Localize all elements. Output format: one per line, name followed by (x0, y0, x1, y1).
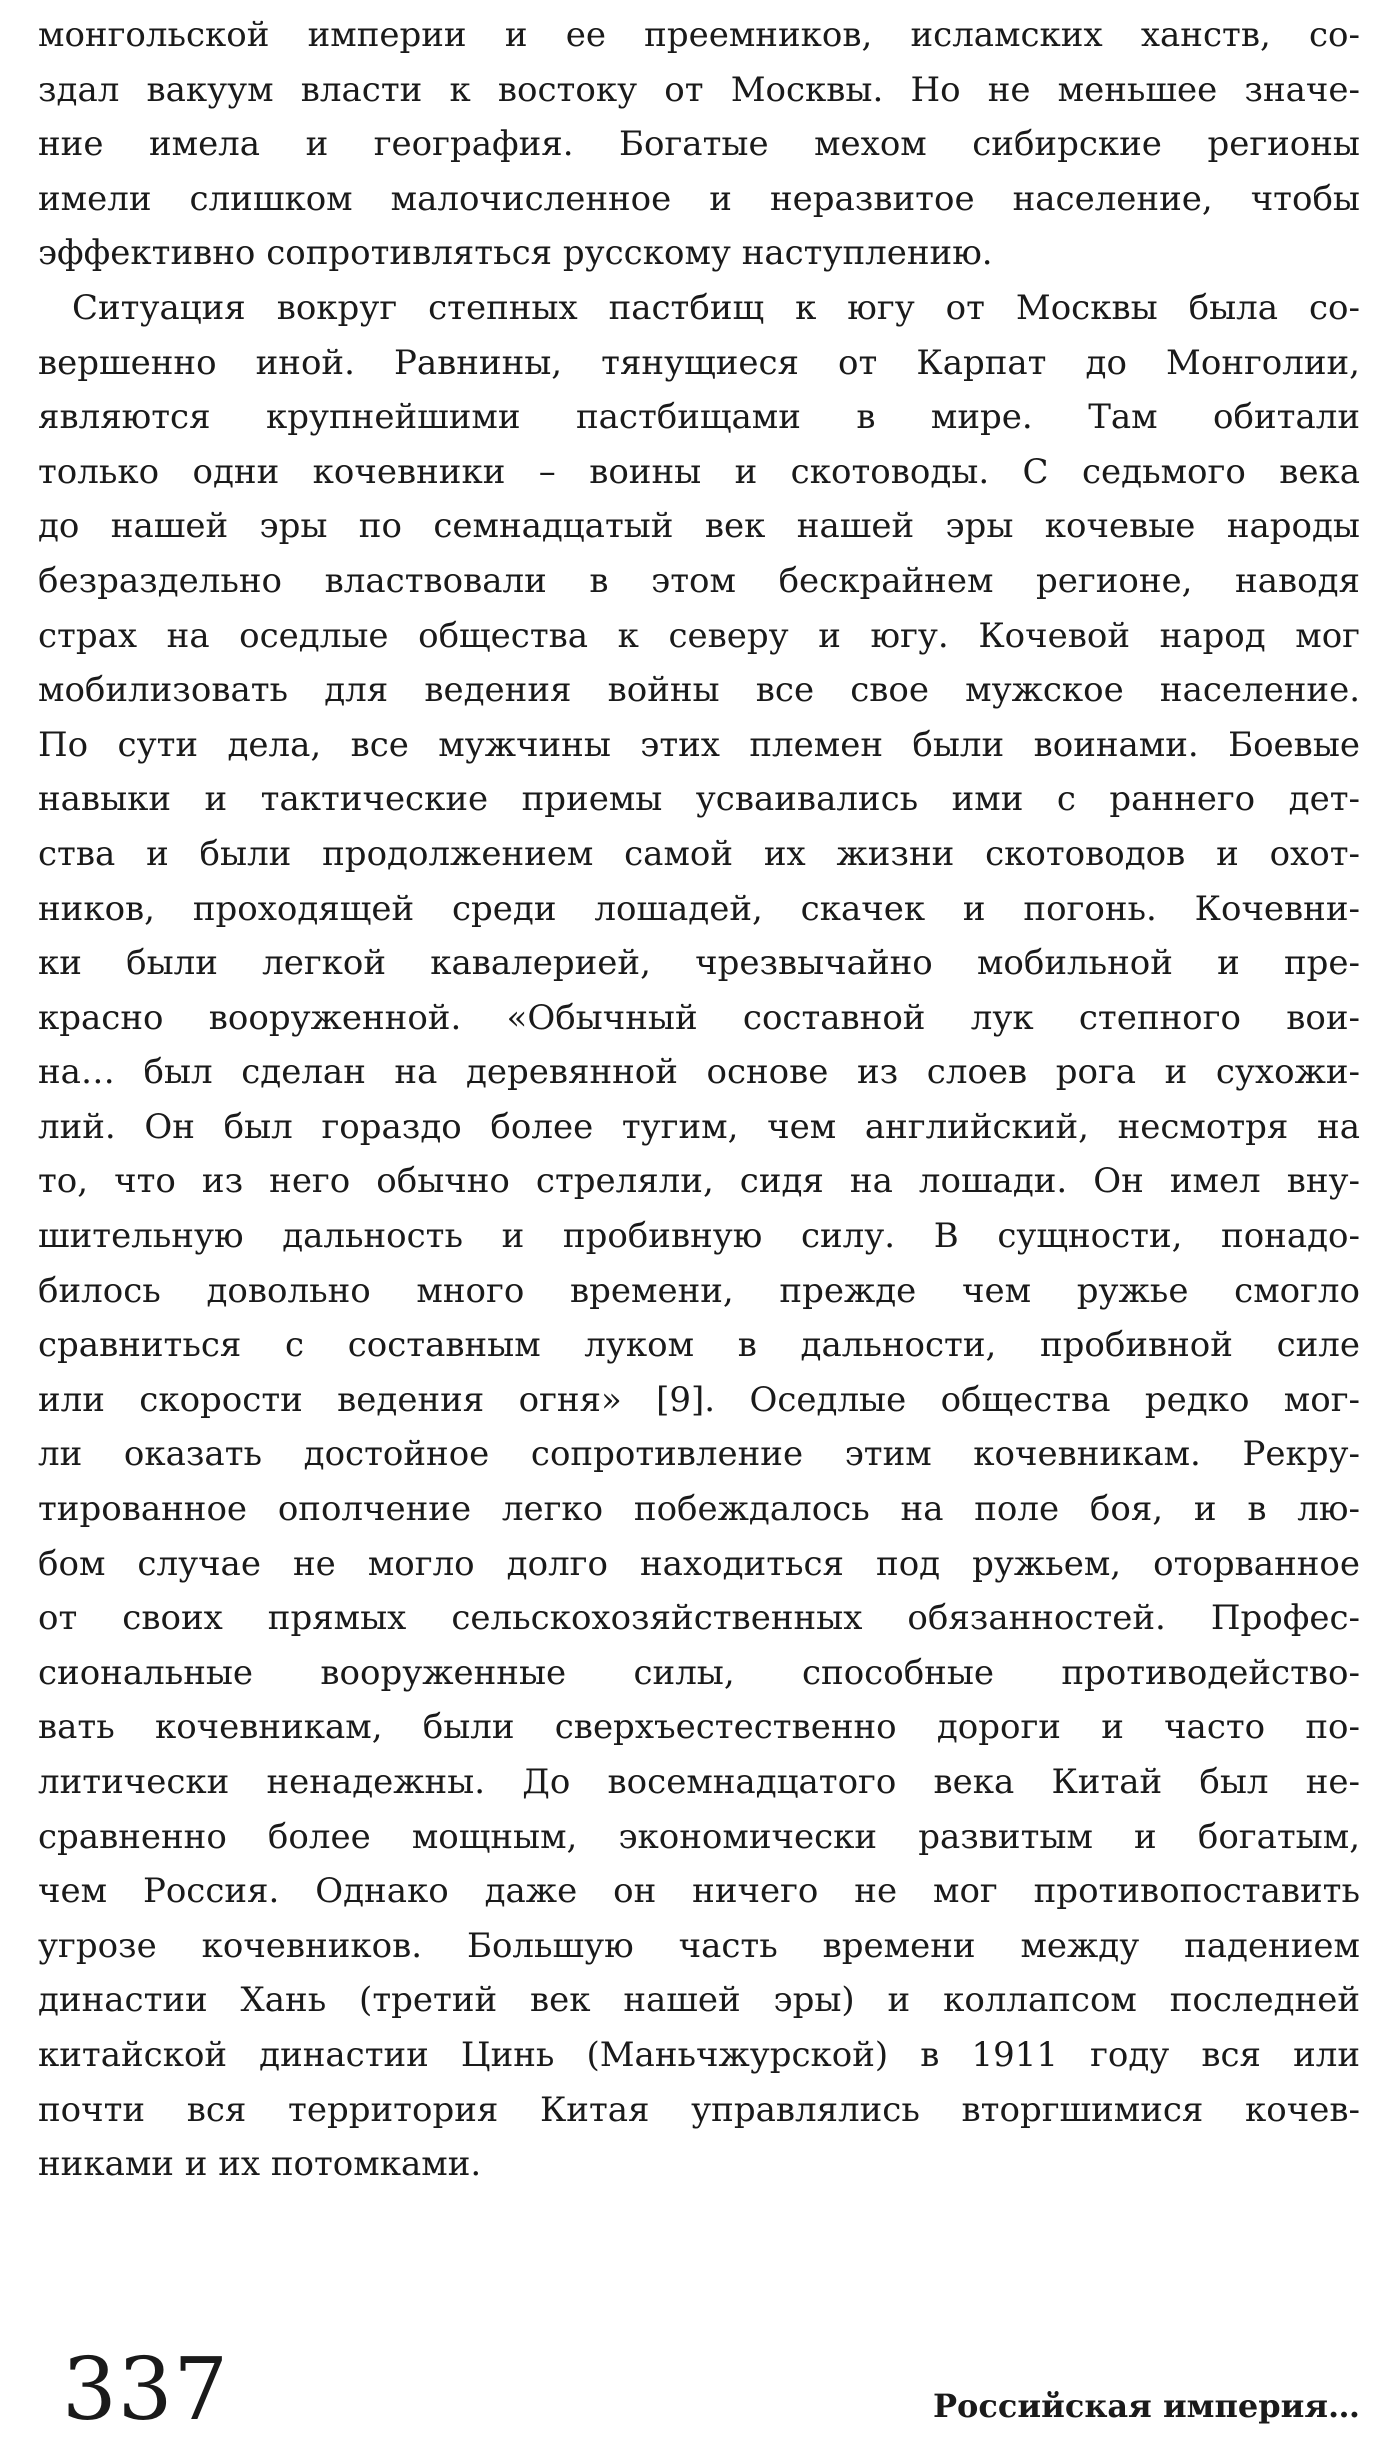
text-line: ли оказать достойное сопротивление этим кочевникам. Рекру- (38, 1434, 1360, 1475)
text-line: ства и были продолжением самой их жизни скотоводов и охот- (38, 833, 1360, 874)
text-line: сиональные вооруженные силы, способные противодейство- (38, 1652, 1360, 1693)
text-line: эффективно сопротивляться русскому наступлению. (38, 233, 993, 274)
text-line: то, что из него обычно стреляли, сидя на лошади. Он имел вну- (38, 1161, 1360, 1202)
text-line: билось довольно много времени, прежде чем ружье смогло (38, 1270, 1360, 1311)
text-line: имели слишком малочисленное и неразвитое население, чтобы (38, 178, 1360, 219)
text-line: литически ненадежны. До восемнадцатого века Китай был не- (38, 1762, 1360, 1802)
text-line: угрозе кочевников. Большую часть времени между падением (38, 1925, 1360, 1966)
text-line: вершенно иной. Равнины, тянущиеся от Карпат до Монголии, (38, 342, 1360, 383)
text-line: красно вооруженной. «Обычный составной лук степного вои- (38, 997, 1360, 1038)
text-line: шительную дальность и пробивную силу. В сущности, понадо- (38, 1216, 1360, 1257)
text-line: китайской династии Цинь (Маньчжурской) в 1911 году вся или (38, 2034, 1360, 2075)
text-line: здал вакуум власти к востоку от Москвы. Но не меньшее значе- (38, 69, 1360, 110)
text-line: династии Хань (третий век нашей эры) и коллапсом последней (38, 1980, 1360, 2021)
text-line: являются крупнейшими пастбищами в мире. Там обитали (38, 397, 1360, 438)
text-line: безраздельно властвовали в этом бескрайнем регионе, наводя (38, 560, 1360, 601)
text-line: ки были легкой кавалерией, чрезвычайно мобильной и пре- (38, 943, 1360, 984)
text-line: бом случае не могло долго находиться под ружьем, оторванное (38, 1543, 1360, 1584)
text-line: ников, проходящей среди лошадей, скачек и погонь. Кочевни- (38, 888, 1360, 929)
text-line: от своих прямых сельскохозяйственных обязанностей. Профес- (38, 1598, 1360, 1639)
text-line: лий. Он был гораздо более тугим, чем английский, несмотря на (38, 1106, 1360, 1147)
text-line: По сути дела, все мужчины этих племен были воинами. Боевые (38, 724, 1360, 765)
page-body (38, 8, 1360, 2192)
text-line: Ситуация вокруг степных пастбищ к югу от Москвы была со- (72, 287, 1360, 328)
text-line: навыки и тактические приемы усваивались ими с раннего дет- (38, 779, 1360, 820)
text-line: мобилизовать для ведения войны все свое мужское население. (38, 670, 1360, 711)
text-line: вать кочевникам, были сверхъестественно дороги и часто по- (38, 1707, 1360, 1748)
text-line: сравниться с составным луком в дальности, пробивной силе (38, 1325, 1360, 1366)
text-line: сравненно более мощным, экономически развитым и богатым, (38, 1816, 1360, 1857)
page-footer (0, 2340, 1398, 2450)
page-number: 337 (62, 2340, 230, 2440)
text-line: монгольской империи и ее преемников, исламских ханств, со- (38, 15, 1360, 55)
text-line: никами и их потомками. (38, 2144, 482, 2185)
text-line: на… был сделан на деревянной основе из слоев рога и сухожи- (38, 1052, 1360, 1093)
text-line: ние имела и география. Богатые мехом сибирские регионы (38, 124, 1360, 165)
text-line: страх на оседлые общества к северу и югу. Кочевой народ мог (38, 615, 1360, 656)
text-line: чем Россия. Однако даже он ничего не мог противопоставить (38, 1871, 1360, 1912)
running-title: Российская империя… (932, 2387, 1360, 2425)
text-line: до нашей эры по семнадцатый век нашей эры кочевые народы (38, 506, 1360, 547)
text-line: почти вся территория Китая управлялись вторгшимися кочев- (38, 2089, 1360, 2130)
text-line: тированное ополчение легко побеждалось на поле боя, и в лю- (38, 1489, 1360, 1530)
text-line: или скорости ведения огня» [9]. Оседлые общества редко мог- (38, 1379, 1360, 1420)
text-line: только одни кочевники – воины и скотоводы. С седьмого века (38, 451, 1360, 492)
